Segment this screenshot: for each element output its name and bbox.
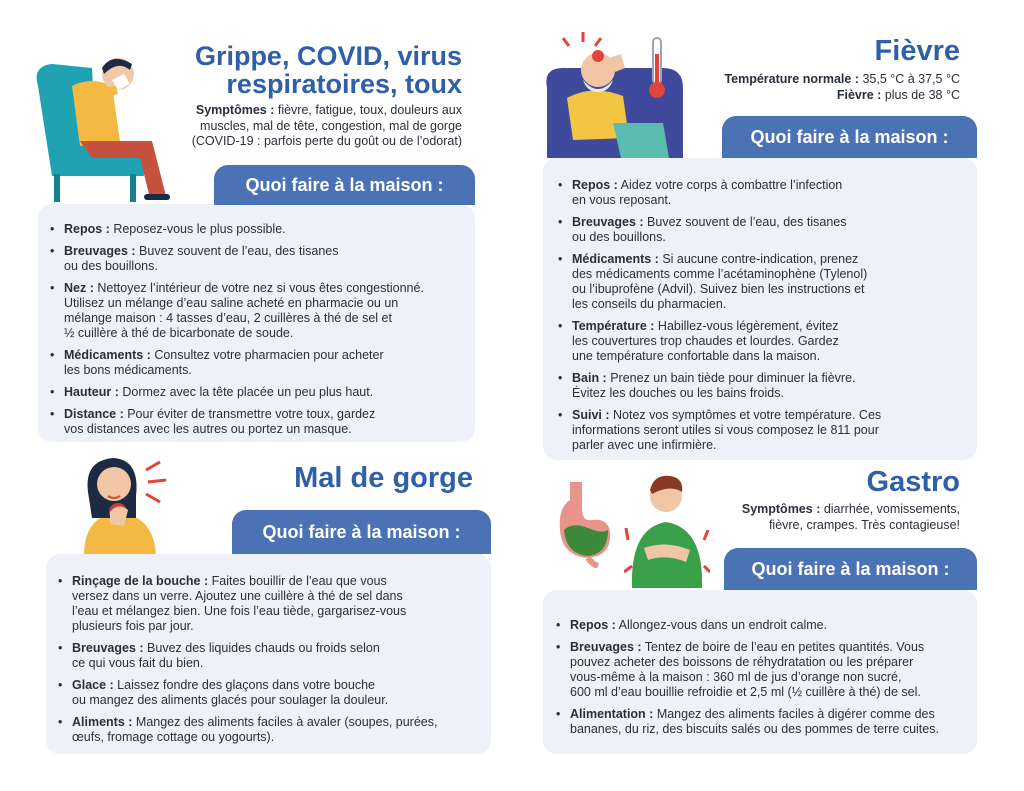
flu-symptoms-text-2: muscles, mal de tête, congestion, mal de gorge <box>200 118 462 133</box>
gastro-symptoms-text-1: diarrhée, vomissements, <box>820 502 960 516</box>
fever-temp-label: Fièvre : <box>836 87 882 102</box>
fever-tab: Quoi faire à la maison : <box>722 116 977 158</box>
gastro-man-illustration <box>624 470 710 588</box>
gastro-symptoms-text-2: fièvre, crampes. Très contagieuse! <box>768 517 960 532</box>
gastro-symptoms <box>742 502 960 533</box>
list-item: • Breuvages : Tentez de boire de l’eau en petites quantités. Vous pouvez acheter des boissons de réhydratation ou les préparer vous-même à la maison : 360 ml de jus d’orange non sucré, 600 ml d’eau bouillie refroidie et 2,5 ml (½ cuillère à thé) de sel. <box>556 640 972 700</box>
sick-person-chair-illustration <box>32 46 182 206</box>
list-item: • Breuvages : Buvez souvent de l’eau, des tisanes ou des bouillons. <box>50 244 470 274</box>
list-item: • Rinçage de la bouche : Faites bouillir de l’eau que vous versez dans un verre. Ajoutez une cuillère à thé de sel dans l’eau et mélangez bien. Une fois l’eau tiède, gargarisez-vous plusieurs fois par jour. <box>58 574 486 634</box>
list-item: • Nez : Nettoyez l’intérieur de votre nez si vous êtes congestionné. Utilisez un mélange d’eau saline acheté en pharmacie ou un mélange maison : 4 tasses d’eau, 2 cuillères à thé de sel et ½ cuillère à thé de bicarbonate de soude. <box>50 281 470 341</box>
list-item: • Médicaments : Consultez votre pharmacien pour acheter les bons médicaments. <box>50 348 470 378</box>
flu-title-line2: respiratoires, toux <box>226 69 462 100</box>
list-item: • Suivi : Notez vos symptômes et votre température. Ces informations seront utiles si vous composez le 811 pour parler avec une infirmière. <box>558 408 970 453</box>
list-item: • Hauteur : Dormez avec la tête placée un peu plus haut. <box>50 385 470 400</box>
list-item: • Repos : Aidez votre corps à combattre l’infection en vous reposant. <box>558 178 970 208</box>
throat-title: Mal de gorge <box>294 462 473 494</box>
list-item: • Aliments : Mangez des aliments faciles à avaler (soupes, purées, œufs, fromage cottage ou yogourts). <box>58 715 486 745</box>
list-item: • Glace : Laissez fondre des glaçons dans votre bouche ou mangez des aliments glacés pour soulager la douleur. <box>58 678 486 708</box>
gastro-tab: Quoi faire à la maison : <box>724 548 977 590</box>
list-item: • Repos : Allongez-vous dans un endroit calme. <box>556 618 972 633</box>
flu-symptoms-text-1: fièvre, fatigue, toux, douleurs aux <box>274 103 462 117</box>
fever-title: Fièvre <box>874 35 960 67</box>
fever-person-armchair-illustration <box>543 28 693 163</box>
list-item: • Alimentation : Mangez des aliments faciles à digérer comme des bananes, du riz, des biscuits salés ou des pommes de terre cuites. <box>556 707 972 737</box>
list-item: • Repos : Reposez-vous le plus possible. <box>50 222 470 237</box>
gastro-title: Gastro <box>866 466 960 498</box>
gastro-list <box>556 618 972 744</box>
normal-temp-value: 35,5 °C à 37,5 °C <box>858 72 960 86</box>
flu-tab: Quoi faire à la maison : <box>214 165 475 205</box>
flu-symptoms <box>192 103 462 150</box>
normal-temp-label: Température normale : <box>724 72 859 86</box>
list-item: • Bain : Prenez un bain tiède pour diminuer la fièvre. Évitez les douches ou les bains froids. <box>558 371 970 401</box>
throat-tab: Quoi faire à la maison : <box>232 510 491 554</box>
sore-throat-woman-illustration <box>74 452 184 556</box>
throat-list <box>58 574 486 752</box>
fever-list <box>558 178 970 460</box>
flu-symptoms-label: Symptômes : <box>195 103 275 117</box>
list-item: • Breuvages : Buvez des liquides chauds ou froids selon ce qui vous fait du bien. <box>58 641 486 671</box>
list-item: • Breuvages : Buvez souvent de l’eau, des tisanes ou des bouillons. <box>558 215 970 245</box>
flu-title <box>195 42 462 99</box>
list-item: • Distance : Pour éviter de transmettre votre toux, gardez vos distances avec les autres ou portez un masque. <box>50 407 470 437</box>
stomach-icon <box>548 478 618 568</box>
flu-list <box>50 222 470 444</box>
flu-symptoms-text-3: (COVID-19 : parfois perte du goût ou de l’odorat) <box>191 134 462 149</box>
thermometer-icon <box>645 36 669 100</box>
gastro-symptoms-label: Symptômes : <box>741 502 821 516</box>
list-item: • Médicaments : Si aucune contre-indication, prenez des médicaments comme l’acétaminophène (Tylenol) ou l’ibuprofène (Advil). Suivez bien les instructions et les conseils du pharmacien. <box>558 252 970 312</box>
flu-title-line1: Grippe, COVID, virus <box>194 41 462 71</box>
list-item: • Température : Habillez-vous légèrement, évitez les couvertures trop chaudes et lourdes. Gardez une température confortable dans la maison. <box>558 319 970 364</box>
fever-temp-value: plus de 38 °C <box>881 87 960 102</box>
fever-temperatures <box>724 72 960 103</box>
